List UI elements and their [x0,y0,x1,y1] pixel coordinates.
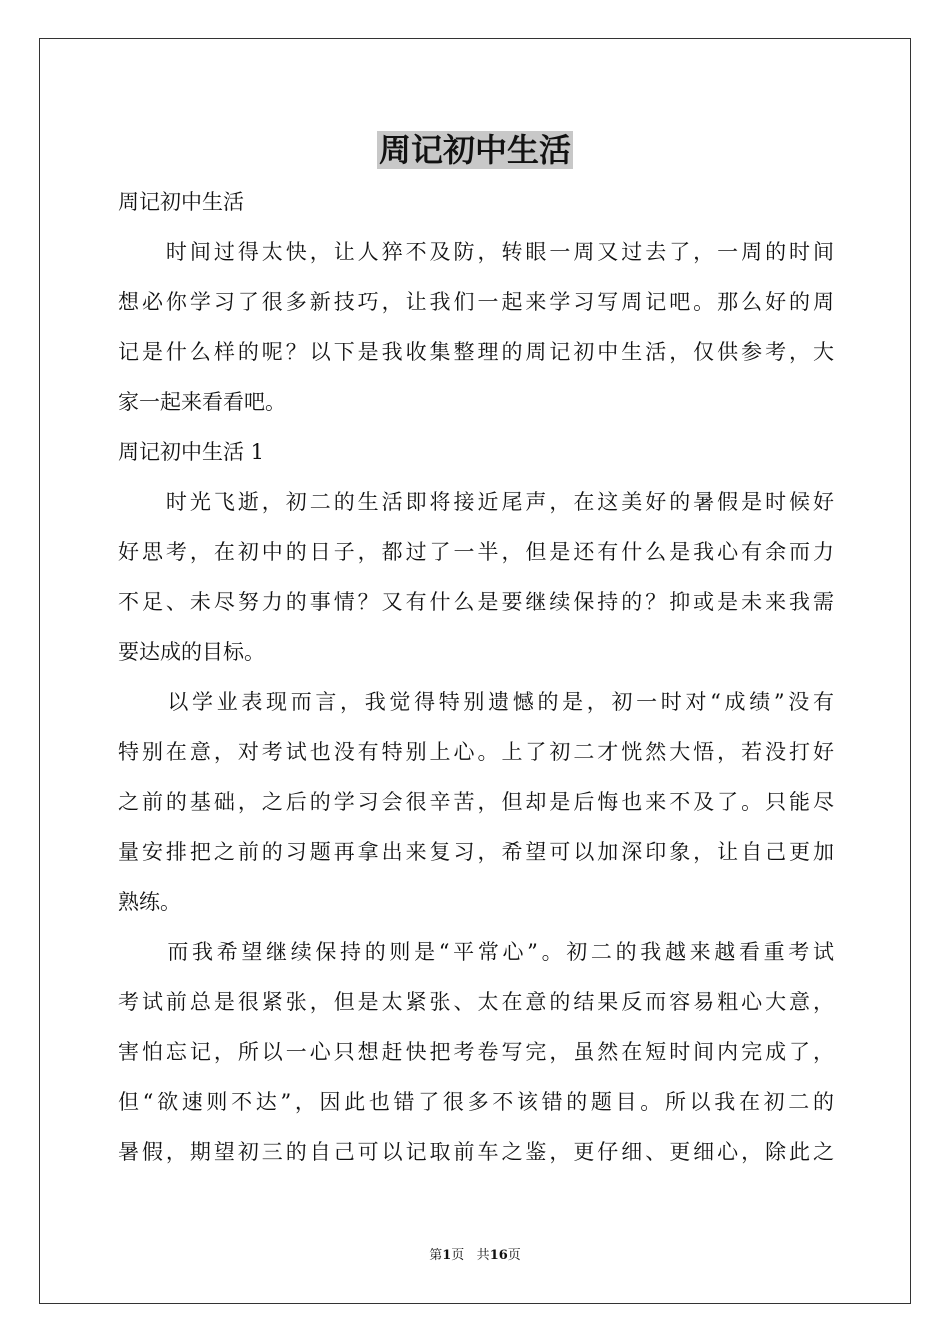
text-line: 量安排把之前的习题再拿出来复习，希望可以加深印象，让自己更加 [118,840,834,864]
footer-total-prefix: 共 [476,1248,490,1263]
text-line: 暑假，期望初三的自己可以记取前车之鉴，更仔细、更细心，除此之 [118,1140,834,1164]
footer-page-number: 1 [442,1248,452,1263]
text-line: 记是什么样的呢？以下是我收集整理的周记初中生活，仅供参考，大 [118,340,834,364]
section-heading: 周记初中生活 [118,190,244,214]
text-line: 不足、未尽努力的事情？又有什么是要继续保持的？抑或是未来我需 [118,590,834,614]
text-line: 家一起来看看吧。 [118,390,286,414]
document-title [0,126,950,174]
text-line: 以学业表现而言，我觉得特别遗憾的是，初一时对“成绩”没有 [118,690,834,714]
footer-page-suffix: 页 [451,1248,465,1263]
document-body [118,177,834,1177]
text-line: 而我希望继续保持的则是“平常心”。初二的我越来越看重考试 [118,940,834,964]
document-title-text: 周记初中生活 [378,131,571,169]
text-line: 时光飞逝，初二的生活即将接近尾声，在这美好的暑假是时候好 [118,490,834,514]
text-line: 考试前总是很紧张，但是太紧张、太在意的结果反而容易粗心大意， [118,990,834,1014]
text-line: 时间过得太快，让人猝不及防，转眼一周又过去了，一周的时间 [118,240,834,264]
footer-total-suffix: 页 [507,1248,521,1263]
section-heading: 周记初中生活 1 [118,440,265,464]
text-line: 但“欲速则不达”，因此也错了很多不该错的题目。所以我在初二的 [118,1090,834,1114]
text-line: 熟练。 [118,890,181,914]
footer-page-prefix: 第 [429,1248,443,1263]
text-line: 之前的基础，之后的学习会很辛苦，但却是后悔也来不及了。只能尽 [118,790,834,814]
text-line: 特别在意，对考试也没有特别上心。上了初二才恍然大悟，若没打好 [118,740,834,764]
footer-total-pages: 16 [489,1248,508,1263]
page-footer [0,1246,950,1266]
text-line: 害怕忘记，所以一心只想赶快把考卷写完，虽然在短时间内完成了， [118,1040,834,1064]
text-line: 想必你学习了很多新技巧，让我们一起来学习写周记吧。那么好的周 [118,290,834,314]
text-line: 好思考，在初中的日子，都过了一半，但是还有什么是我心有余而力 [118,540,834,564]
text-line: 要达成的目标。 [118,640,265,664]
